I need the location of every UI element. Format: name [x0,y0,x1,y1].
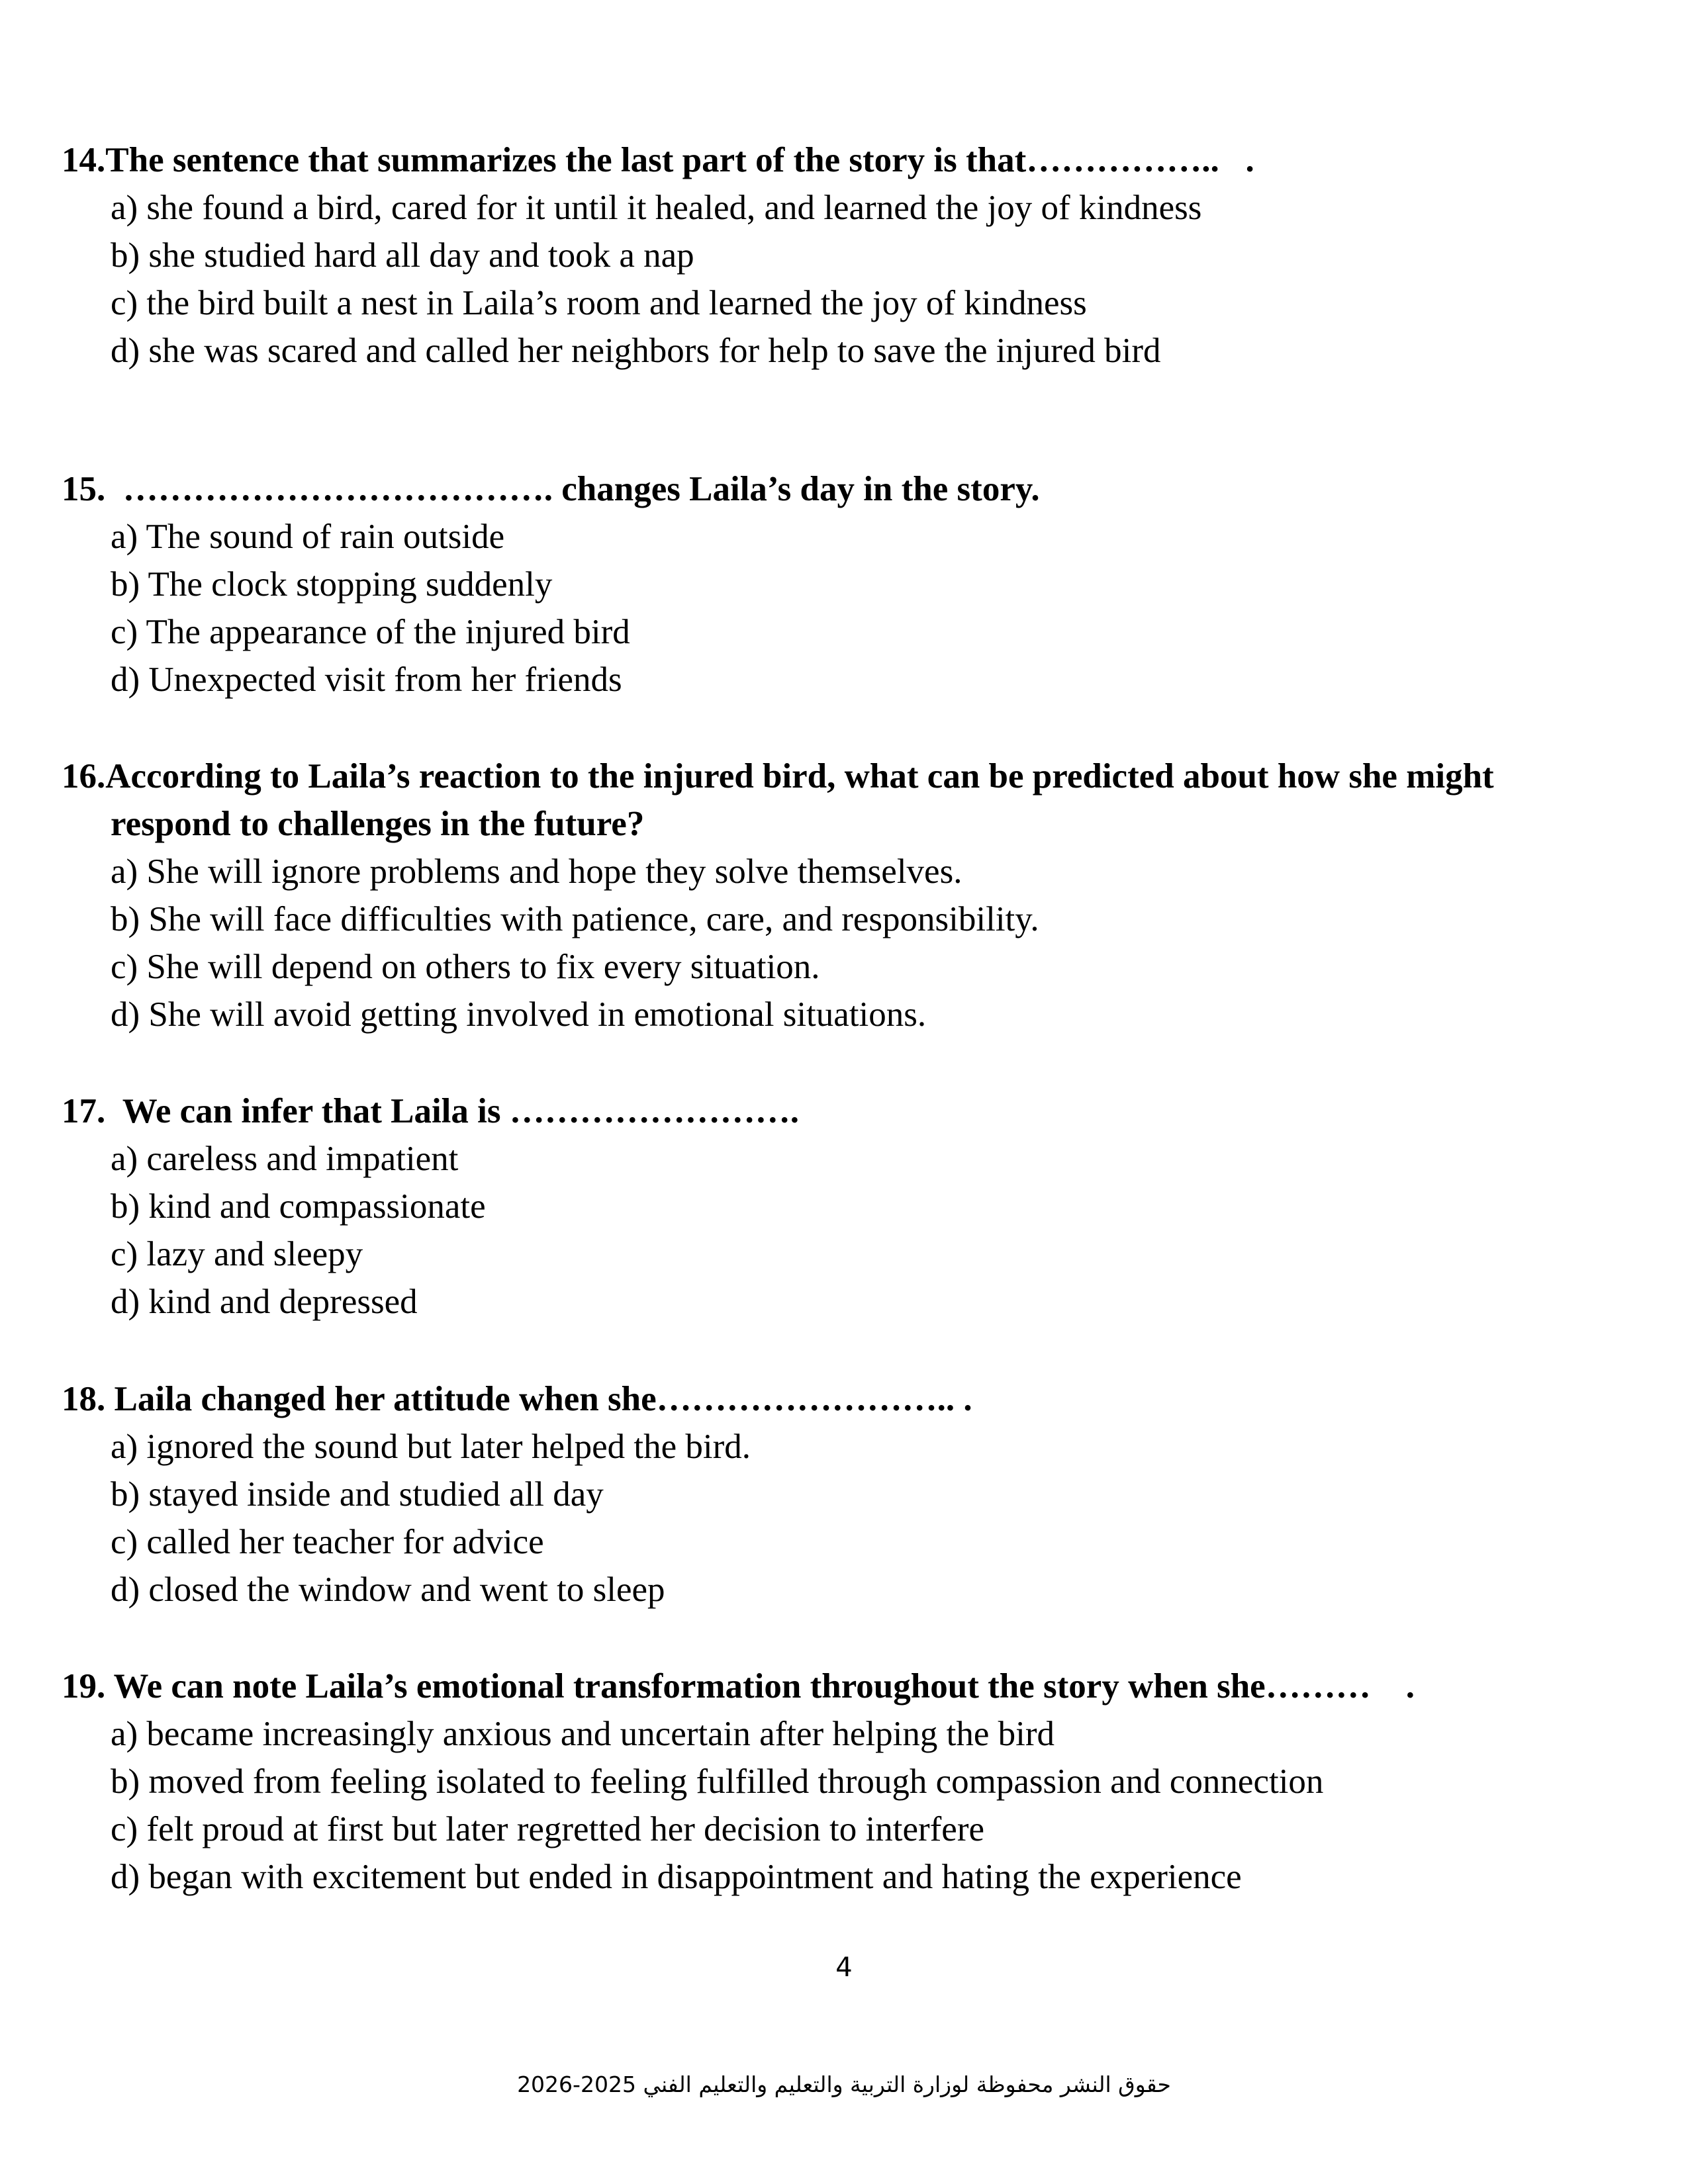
question-15-options [62,513,1558,704]
question-17-stem: 17. We can infer that Laila is ……………………. [62,1092,800,1130]
option-16-a: a) She will ignore problems and hope they solve themselves. [111,852,962,891]
option-17-c: c) lazy and sleepy [111,1235,363,1273]
question-18-options [62,1423,1558,1614]
option-18-b: b) stayed inside and studied all day [111,1475,604,1514]
option-14-b: b) she studied hard all day and took a nap [111,236,694,275]
question-15 [62,465,1558,704]
option-14-a: a) she found a bird, cared for it until it healed, and learned the joy of kindness [111,189,1202,227]
option-14-c: c) the bird built a nest in Laila’s room and learned the joy of kindness [111,284,1087,322]
option-19-c: c) felt proud at first but later regretted her decision to interfere [111,1810,985,1848]
question-18 [62,1375,1558,1614]
page-number: 4 [835,1952,853,1983]
option-19-d: d) began with excitement but ended in disappointment and hating the experience [111,1858,1242,1896]
option-16-c: c) She will depend on others to fix every situation. [111,948,820,986]
option-15-a: a) The sound of rain outside [111,518,505,556]
option-17-a: a) careless and impatient [111,1140,459,1178]
question-14-options [62,184,1558,375]
question-19-stem: 19. We can note Laila’s emotional transformation throughout the story when she……… . [62,1667,1415,1706]
question-19 [62,1662,1558,1901]
question-16 [62,752,1558,1038]
question-17-options [62,1135,1558,1326]
option-14-d: d) she was scared and called her neighbors for help to save the injured bird [111,332,1161,370]
option-15-d: d) Unexpected visit from her friends [111,660,622,699]
option-16-d: d) She will avoid getting involved in emotional situations. [111,995,927,1034]
copyright-footer: حقوق النشر محفوظة لوزارة التربية والتعليم والتعليم الفني 2025-2026 [517,2071,1171,2097]
question-18-stem: 18. Laila changed her attitude when she…………………….. . [62,1380,972,1418]
option-16-b: b) She will face difficulties with patience, care, and responsibility. [111,900,1039,938]
option-19-a: a) became increasingly anxious and uncertain after helping the bird [111,1715,1055,1753]
question-16-options [62,848,1558,1038]
question-14-stem: 14.The sentence that summarizes the last part of the story is that…………….. . [62,141,1254,179]
option-15-b: b) The clock stopping suddenly [111,565,553,604]
question-14 [62,136,1558,375]
option-17-d: d) kind and depressed [111,1283,418,1321]
option-18-c: c) called her teacher for advice [111,1523,544,1561]
question-16-stem: 16.According to Laila’s reaction to the injured bird, what can be predicted about how she might respond to challenges in the future? [62,757,1503,843]
question-15-stem: 15. ………………………………. changes Laila’s day in the story. [62,470,1040,508]
option-18-a: a) ignored the sound but later helped the bird. [111,1428,751,1466]
option-17-b: b) kind and compassionate [111,1187,486,1226]
question-17 [62,1087,1558,1326]
option-19-b: b) moved from feeling isolated to feeling fulfilled through compassion and connection [111,1762,1324,1801]
question-19-options [62,1710,1558,1901]
option-15-c: c) The appearance of the injured bird [111,613,630,651]
option-18-d: d) closed the window and went to sleep [111,1570,665,1609]
